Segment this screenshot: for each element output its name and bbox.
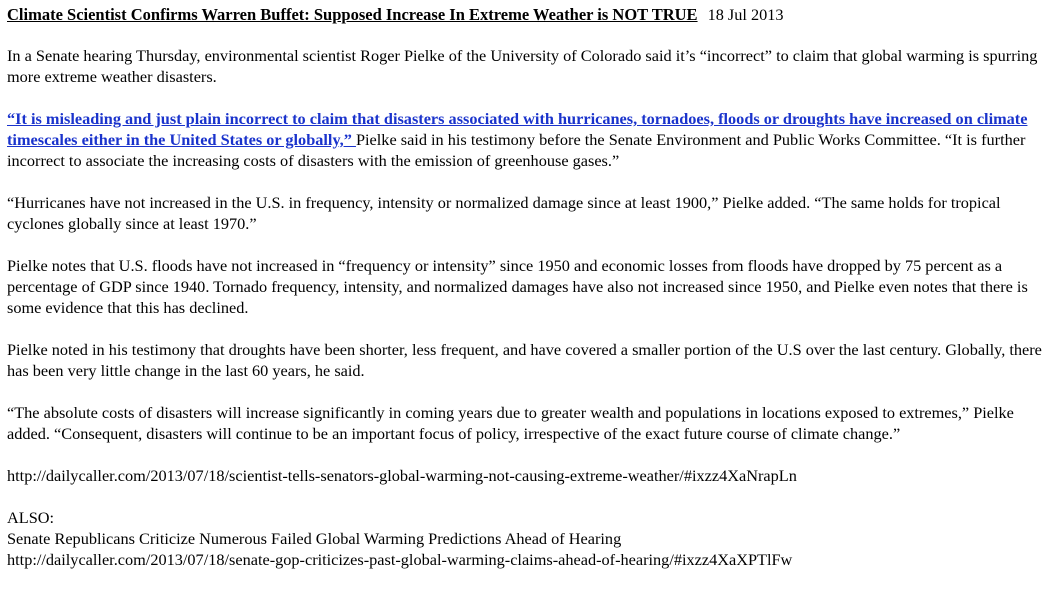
paragraph-quote-rest: Pielke said in his testimony before the Senate Environment and Public Works Committee. “It is further incorrect to associate the increasing costs of disasters with the emission of greenhouse gases.”: [7, 130, 1026, 170]
paragraph-droughts: Pielke noted in his testimony that droughts have been shorter, less frequent, and have covered a smaller portion of the U.S over the last century. Globally, there has been very little change in the last 60 years, he said.: [7, 340, 1042, 380]
quote-link[interactable]: “It is misleading and just plain incorrect to claim that disasters associated with hurricanes, tornadoes, floods or droughts have increased on climate timescales either in the United States or globally,”: [7, 109, 1028, 149]
headline: Climate Scientist Confirms Warren Buffet: Supposed Increase In Extreme Weather is NOT TRUE: [7, 5, 698, 24]
paragraph-costs: “The absolute costs of disasters will increase significantly in coming years due to greater wealth and populations in locations exposed to extremes,” Pielke added. “Consequent, disasters will continue to be an important focus of policy, irrespective of the exact future course of climate change.”: [7, 403, 1014, 443]
also-title: Senate Republicans Criticize Numerous Failed Global Warming Predictions Ahead of Hearing: [7, 529, 622, 548]
publish-date: 18 Jul 2013: [707, 5, 784, 24]
paragraph-floods: Pielke notes that U.S. floods have not increased in “frequency or intensity” since 1950 and economic losses from floods have dropped by 75 percent as a percentage of GDP since 1940. Tornado frequency, intensity, and normalized damages have also not increased since 1950, and Pielke even notes that there is some evidence that this has declined.: [7, 256, 1028, 317]
headline-row: [7, 4, 1047, 26]
also-label: ALSO:: [7, 508, 55, 527]
also-url: http://dailycaller.com/2013/07/18/senate-gop-criticizes-past-global-warming-claims-ahead-of-hearing/#ixzz4XaXPTlFw: [7, 550, 793, 569]
paragraph-quote: [7, 108, 1047, 171]
paragraph-intro: In a Senate hearing Thursday, environmental scientist Roger Pielke of the University of Colorado said it’s “incorrect” to claim that global warming is spurring more extreme weather disasters.: [7, 46, 1038, 86]
also-section: [7, 507, 1047, 570]
source-url: http://dailycaller.com/2013/07/18/scientist-tells-senators-global-warming-not-causing-extreme-weather/#ixzz4XaNrapLn: [7, 466, 797, 485]
article-document: [7, 4, 1047, 570]
paragraph-hurricanes: “Hurricanes have not increased in the U.S. in frequency, intensity or normalized damage since at least 1900,” Pielke added. “The same holds for tropical cyclones globally since at least 1970.”: [7, 193, 1001, 233]
